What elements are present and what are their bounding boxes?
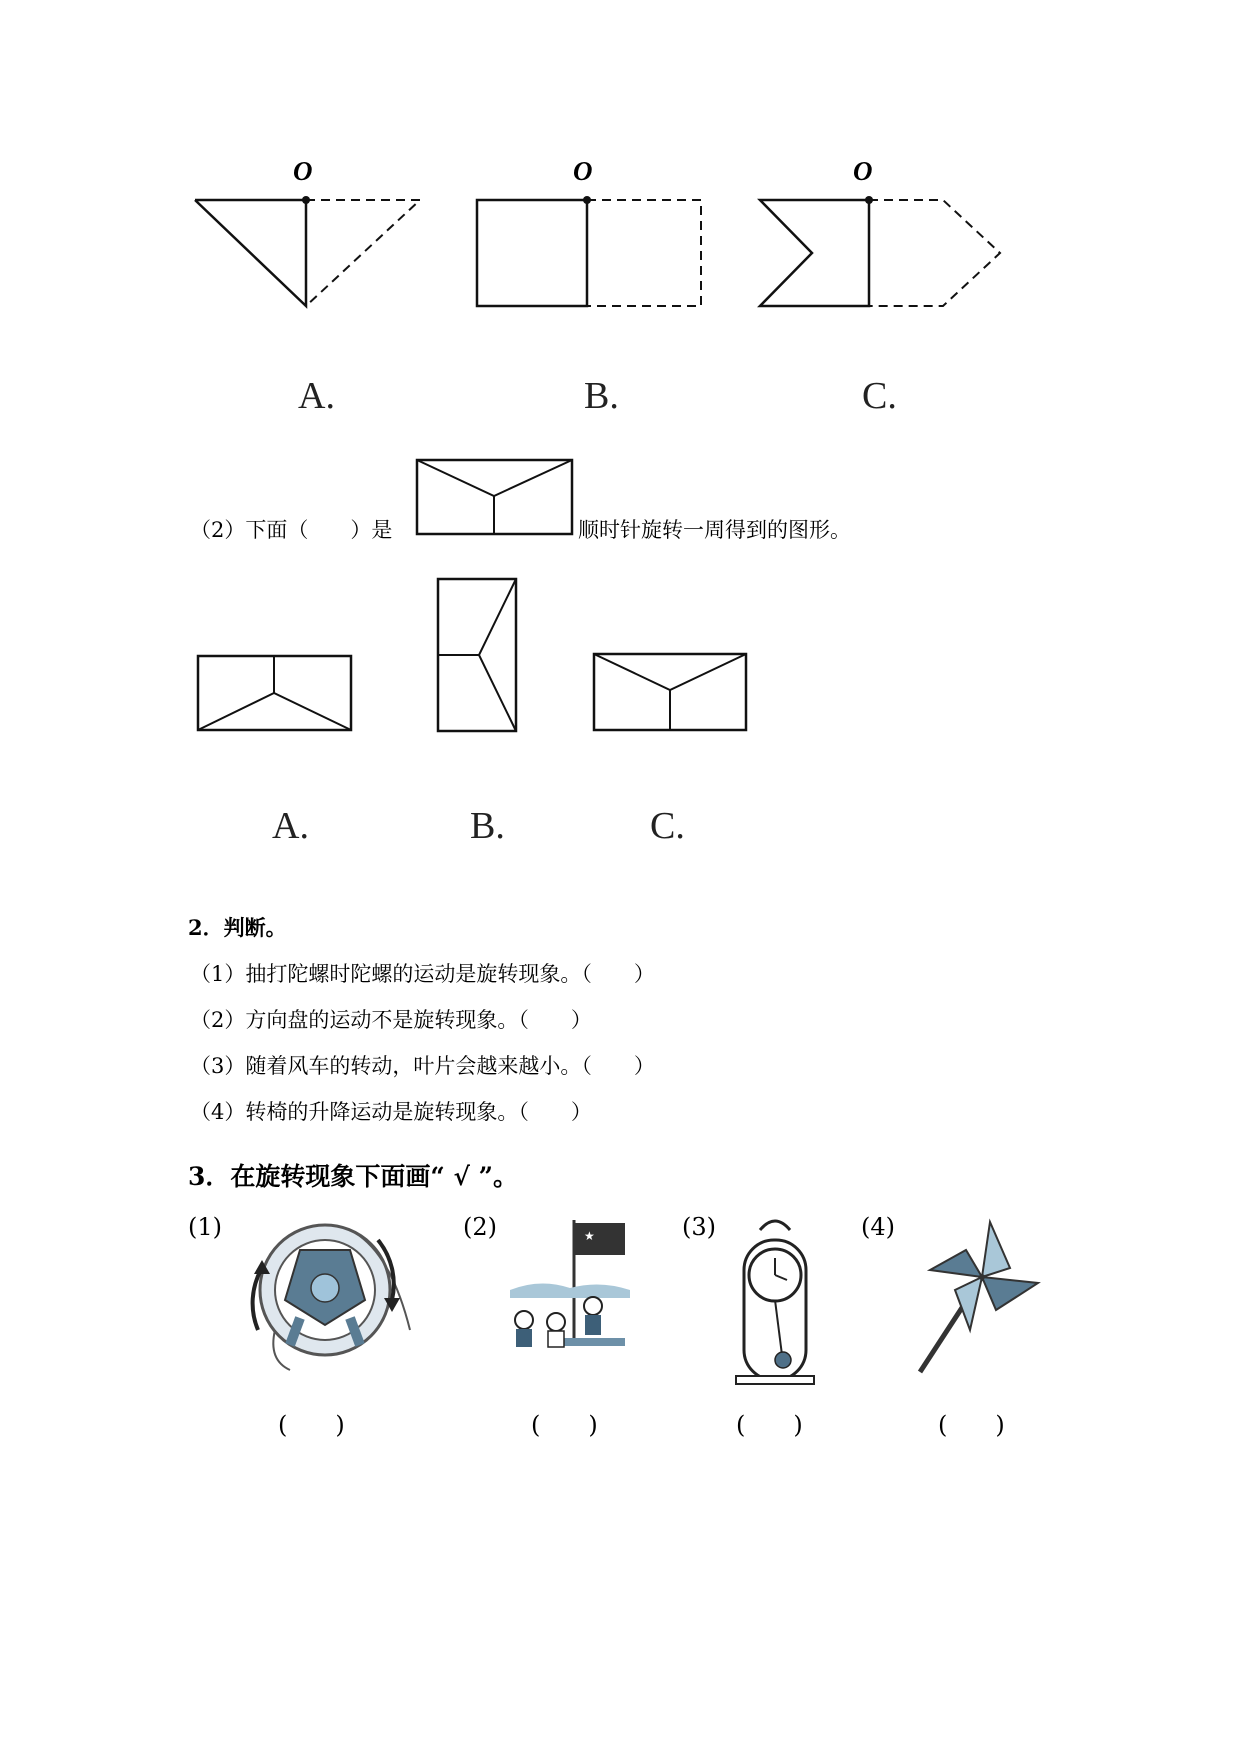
svg-text:★: ★: [584, 1229, 595, 1243]
q3-num-1: (1): [188, 1213, 222, 1241]
option-b-label: B.: [584, 375, 619, 417]
o-label-a: O: [293, 156, 313, 186]
q3-answer-4[interactable]: ( ): [938, 1411, 1005, 1439]
option-c-label-2: C.: [650, 805, 685, 847]
q3-answer-3[interactable]: ( ): [736, 1411, 803, 1439]
q2-title: 2．判断。: [188, 915, 287, 940]
q3-title: 3．在旋转现象下面画“ √ ”。: [188, 1162, 518, 1191]
q2-item-3: （3）随着风车的转动，叶片会越来越小。（ ）: [190, 1054, 655, 1078]
o-label-c: O: [853, 156, 873, 186]
q2-item-2: （2）方向盘的运动不是旋转现象。（ ）: [190, 1008, 592, 1032]
q3-answer-1[interactable]: ( ): [278, 1411, 345, 1439]
q3-num-3: (3): [682, 1213, 716, 1241]
option-c-label: C.: [862, 375, 897, 417]
q1-part2-prefix: （2）下面（ ）是: [190, 518, 393, 542]
q2-item-1: （1）抽打陀螺时陀螺的运动是旋转现象。（ ）: [190, 962, 655, 986]
option-a-label: A.: [298, 375, 335, 417]
q3-num-2: (2): [463, 1213, 497, 1241]
q3-num-4: (4): [861, 1213, 895, 1241]
option-b-label-2: B.: [470, 805, 505, 847]
o-label-b: O: [573, 156, 593, 186]
q1-part2-suffix: 顺时针旋转一周得到的图形。: [578, 518, 851, 542]
q2-item-4: （4）转椅的升降运动是旋转现象。（ ）: [190, 1100, 592, 1124]
q3-answer-2[interactable]: ( ): [531, 1411, 598, 1439]
option-a-label-2: A.: [272, 805, 309, 847]
